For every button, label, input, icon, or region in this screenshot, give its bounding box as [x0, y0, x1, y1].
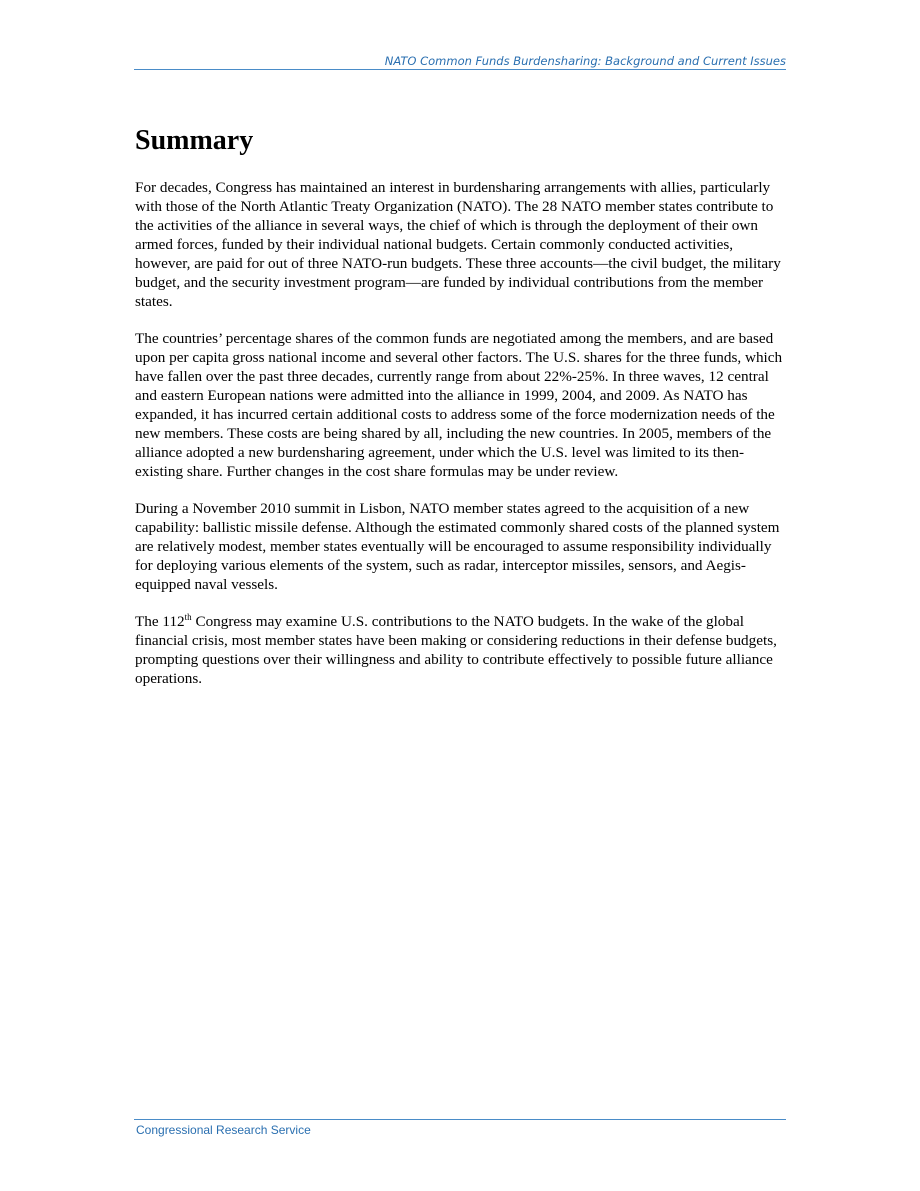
summary-paragraph-2: The countries’ percentage shares of the common funds are negotiated among the members, and are based upon per capita gross national income and several other factors. The U.S. shares for the three funds, which have fallen over the past three decades, currently range from about 22%-25%. In three waves, 12 central and eastern European nations were admitted into the alliance in 1999, 2004, and 2009. As NATO has expanded, it has incurred certain additional costs to address some of the force modernization needs of the new members. These costs are being shared by all, including the new countries. In 2005, members of the alliance adopted a new burdensharing agreement, under which the U.S. level was limited to its then-existing share. Further changes in the cost share formulas may be under review.	[135, 330, 783, 480]
ordinal-superscript: th	[184, 612, 192, 622]
paragraph-4-rest: Congress may examine U.S. contributions to the NATO budgets. In the wake of the global financial crisis, most member states have been making or considering reductions in their defense budgets, prompting questions over their willingness and ability to contribute effectively to possible future alliance operations.	[135, 613, 777, 687]
summary-paragraph-4	[135, 612, 783, 688]
running-header-title: NATO Common Funds Burdensharing: Background and Current Issues	[384, 54, 786, 68]
footer-divider	[134, 1119, 786, 1120]
paragraph-4-start: The 112	[135, 613, 185, 630]
page-title: Summary	[135, 125, 254, 156]
header-divider	[134, 69, 786, 70]
summary-paragraph-3: During a November 2010 summit in Lisbon, NATO member states agreed to the acquisition of a new capability: ballistic missile defense. Although the estimated commonly shared costs of the planned system are relatively modest, member states eventually will be encouraged to assume responsibility individually for deploying various elements of the system, such as radar, interceptor missiles, sensors, and Aegis-equipped naval vessels.	[135, 500, 780, 593]
summary-body	[135, 178, 783, 706]
summary-paragraph-1: For decades, Congress has maintained an interest in burdensharing arrangements with allies, particularly with those of the North Atlantic Treaty Organization (NATO). The 28 NATO member states contribute to the activities of the alliance in several ways, the chief of which is through the deployment of their own armed forces, funded by their individual national budgets. Certain commonly conducted activities, however, are paid for out of three NATO-run budgets. These three accounts—the civil budget, the military budget, and the security investment program—are funded by individual contributions from the member states.	[135, 179, 781, 310]
footer-organization: Congressional Research Service	[136, 1123, 311, 1137]
